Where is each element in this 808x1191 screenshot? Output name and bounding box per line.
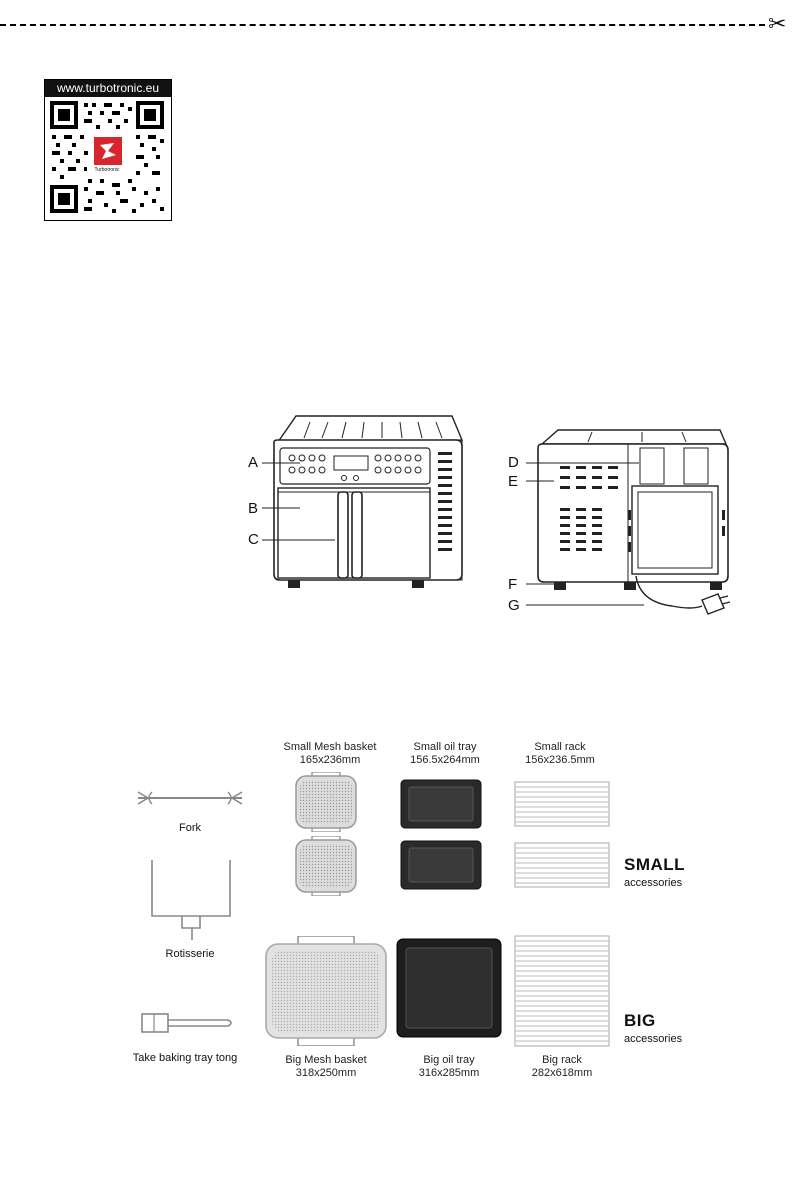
qr-url: www.turbotronic.eu: [45, 80, 171, 97]
callout-d: D: [508, 454, 519, 471]
callout-a: A: [248, 454, 259, 471]
tong-tool: [136, 1010, 236, 1036]
caption-big-oil-tray: Big oil tray 316x285mm: [418, 1054, 480, 1079]
tong-label: Take baking tray tong: [132, 1052, 238, 1064]
rotisserie-tool: [146, 858, 236, 942]
back-callout-lines: [524, 455, 674, 615]
caption-big-mesh-basket: Big Mesh basket 318x250mm: [285, 1054, 367, 1079]
small-group-subtitle: accessories: [624, 877, 683, 889]
small-mesh-basket: [290, 836, 362, 896]
callout-g: G: [508, 597, 520, 614]
big-rack: [514, 935, 610, 1047]
callout-b: B: [248, 500, 259, 517]
qr-code[interactable]: [44, 79, 172, 221]
big-group-title: BIG: [624, 1011, 656, 1030]
header-small-rack: Small rack 156x236.5mm: [525, 741, 595, 766]
fork-label: Fork: [179, 822, 201, 834]
qr-logo-text: Turbotronic: [87, 167, 127, 173]
big-group-subtitle: accessories: [624, 1033, 683, 1045]
header-small-oil-tray: Small oil tray 156.5x264mm: [410, 741, 480, 766]
big-oil-tray: [396, 938, 502, 1038]
front-callout-lines: [260, 455, 390, 555]
small-mesh-basket: [290, 772, 362, 832]
cut-line: [0, 24, 765, 26]
small-rack: [514, 842, 610, 888]
caption-big-rack: Big rack 282x618mm: [531, 1054, 593, 1079]
callout-e: E: [508, 473, 519, 490]
scissors-icon: ✂: [768, 12, 787, 37]
qr-pattern: [48, 99, 168, 217]
fork-tool: [132, 786, 248, 810]
small-group-title: SMALL: [624, 855, 686, 874]
callout-f: F: [508, 576, 518, 593]
small-oil-tray: [400, 779, 482, 829]
small-oil-tray: [400, 840, 482, 890]
callout-c: C: [248, 531, 259, 548]
small-rack: [514, 781, 610, 827]
rotisserie-label: Rotisserie: [165, 948, 215, 960]
big-mesh-basket: [262, 936, 390, 1046]
header-small-mesh-basket: Small Mesh basket 165x236mm: [283, 741, 377, 766]
